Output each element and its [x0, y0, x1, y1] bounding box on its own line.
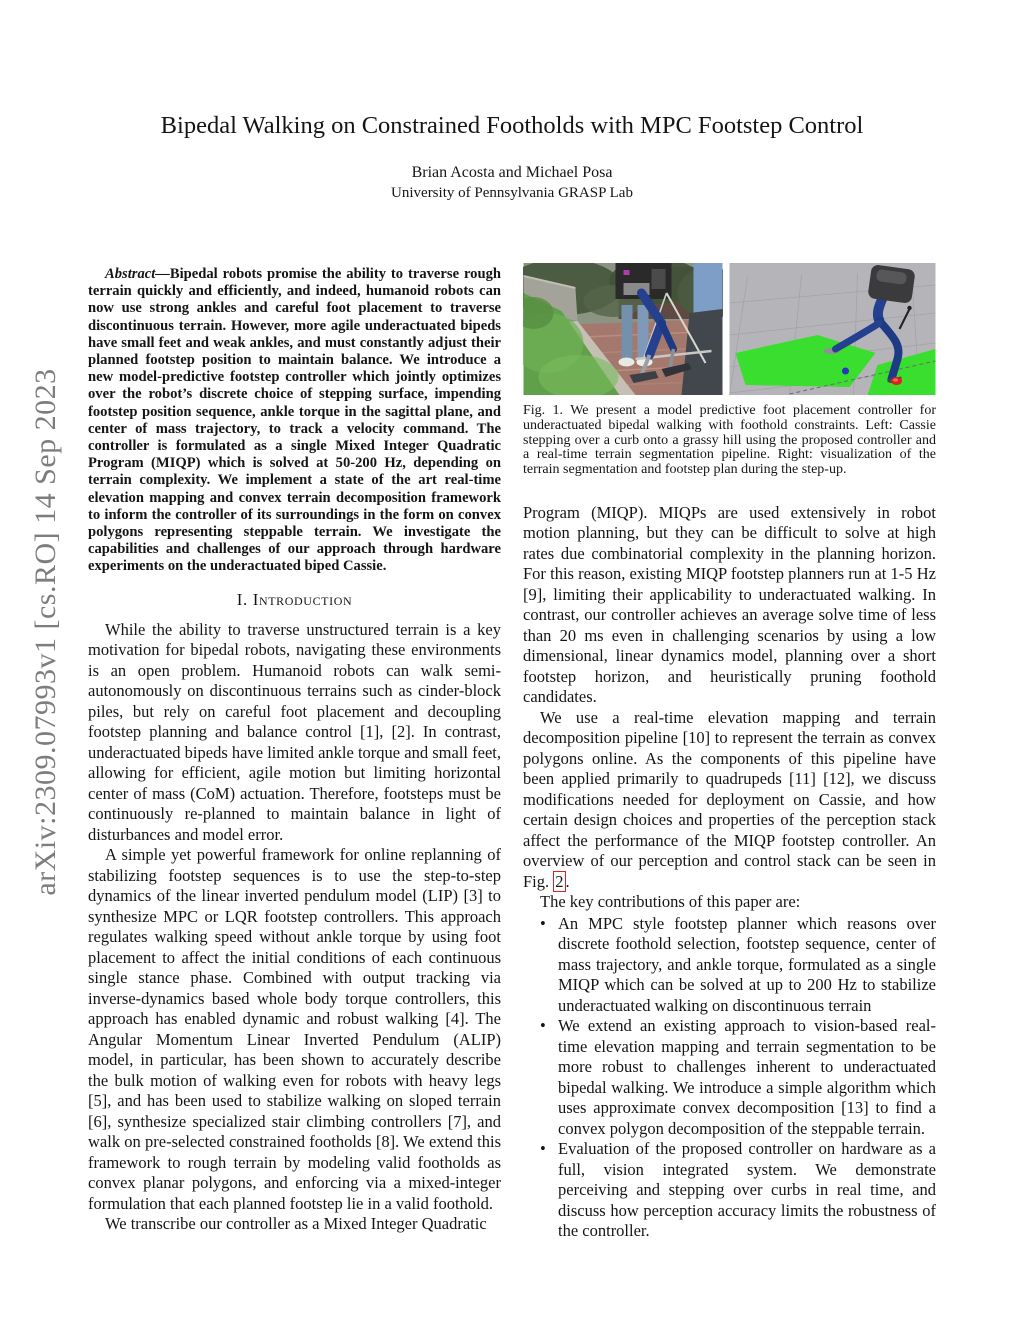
contribution-1-text: An MPC style footstep planner which reasons over discrete foothold selection, footstep sequence, center of mass trajectory, and ankle torque, formulated as a single MIQP which can be solved at up to 200 Hz to stabilize underactuated walking on discontinuous terrain: [558, 913, 936, 1015]
figure1-photo-panel: [523, 263, 723, 395]
perception-paragraph-text: We use a real-time elevation mapping and terrain decomposition pipeline [10] to represent the terrain as convex polygons online. As the components of this pipeline have been applied primarily to quadrupeds [11] [12], we discuss modifications needed for deployment on Cassie, and how certain design choices and properties of the perception stack affect the performance of the MIQP footstep controller. An overview of our perception and control stack can be seen in Fig.: [523, 707, 936, 891]
figure1-caption-text: We present a model predictive foot placement controller for underactuated bipedal walking with foothold constraints. Left: Cassie stepping over a curb onto a grassy hill using the proposed controller and a real-time terrain segmentation pipeline. Right: visualization of the terrain segmentation and footstep plan during the step-up.: [523, 403, 936, 478]
perception-paragraph: [523, 708, 936, 893]
bullet-icon: •: [540, 1016, 546, 1036]
left-column: [88, 266, 501, 1235]
right-column: [523, 263, 936, 1242]
list-item: [523, 1139, 936, 1242]
list-item: [523, 914, 936, 1017]
figure1-caption: [523, 404, 936, 478]
intro-paragraph-2: A simple yet powerful framework for online replanning of stabilizing footstep sequences is to use the step-to-step dynamics of the linear inverted pendulum model (LIP) [3] to synthesize MPC or LQR footstep controllers. This approach regulates walking speed without ankle torque by using foot placement to affect the initial conditions of each continuous single stance phase. Combined with output tracking via inverse-dynamics based whole body torque controllers, this approach has enabled dynamic and robust walking [4]. The Angular Momentum Linear Inverted Pendulum (ALIP) model, in particular, has been shown to accurately describe the bulk motion of walking even for robots with heavy legs [5], and has been used to stabilize walking on sloped terrain [6], synthesize specialized stair climbing controllers [7], and walk on pre-selected constrained footholds [8]. We extend this framework to rough terrain by modeling valid footholds as convex planar polygons, and enforcing via a mixed-integer formulation that each planned footstep lie in a valid foothold.: [88, 845, 501, 1213]
affiliation: University of Pennsylvania GRASP Lab: [391, 185, 633, 201]
arxiv-watermark: arXiv:2309.07993v1 [cs.RO] 14 Sep 2023: [29, 368, 62, 896]
figure2-link[interactable]: 2: [555, 871, 564, 891]
figure1-caption-label: Fig. 1.: [523, 403, 564, 418]
paper-title: Bipedal Walking on Constrained Footholds with MPC Footstep Control: [160, 112, 864, 139]
figure1-sim-panel: [729, 263, 936, 395]
list-item: [523, 1016, 936, 1139]
contribution-3-text: Evaluation of the proposed controller on hardware as a full, vision integrated system. We demonstrate perceiving and stepping over curbs in real time, and discuss how perception accuracy limits the robustness of the controller.: [558, 1139, 936, 1241]
perception-paragraph-end: .: [565, 871, 570, 891]
contributions-list: [523, 914, 936, 1242]
contribution-2-text: We extend an existing approach to vision-based real-time elevation mapping and terrain segmentation to be more robust to challenges inherent to underactuated bipedal walking. We introduce a simple algorithm which uses approximate convex decomposition [13] to find a convex polygon decomposition of the steppable terrain.: [558, 1016, 936, 1138]
figure1: [523, 263, 936, 395]
intro-paragraph-1: While the ability to traverse unstructured terrain is a key motivation for bipedal robots, navigating these environments is an open problem. Humanoid robots can walk semi-autonomously on discontinuous terrains such as cinder-block piles, but rely on careful foot placement and decoupling footstep planning and balance control [1], [2]. In contrast, underactuated bipeds have limited ankle torque and small feet, allowing for efficient, agile motion but limiting horizontal center of mass (CoM) actuation. Therefore, footsteps must be continuously re-planned to maintain balance in light of disturbances and model error.: [88, 619, 501, 844]
bullet-icon: •: [540, 1139, 546, 1159]
title-block: [0, 112, 1024, 202]
bullet-icon: •: [540, 913, 546, 933]
intro-paragraph-3-partial: We transcribe our controller as a Mixed Integer Quadratic: [105, 1214, 487, 1234]
contributions-lead: The key contributions of this paper are:: [540, 892, 801, 912]
section-heading-introduction: I. Introduction: [236, 589, 353, 609]
authors: Brian Acosta and Michael Posa: [411, 164, 613, 181]
abstract-label: Abstract—: [105, 266, 170, 282]
intro-paragraph-3-continued: Program (MIQP). MIQPs are used extensively in robot motion planning, but they can be difficult to solve at high rates due combinatorial complexity in the planning horizon. For this reason, existing MIQP footstep planners run at 1-5 Hz [9], limiting their applicability to underactuated walking. In contrast, our controller achieves an average solve time of less than 20 ms even in challenging scenarios by using a low dimensional, linear dynamics model, planning over a short footstep horizon, and heuristically pruning foothold candidates.: [523, 502, 936, 707]
abstract-text: Bipedal robots promise the ability to traverse rough terrain quickly and efficiently, and indeed, humanoid robots can now use strong ankles and careful foot placement to traverse discontinuous terrain. However, more agile underactuated bipeds have small feet and weak ankles, and must constantly adjust their planned footstep position to maintain balance. We introduce a new model-predictive footstep controller which jointly optimizes over the robot’s discrete choice of stepping surface, impending footstep position sequence, ankle torque in the sagittal plane, and center of mass trajectory, to track a velocity command. The controller is formulated as a single Mixed Integer Quadratic Program (MIQP) which is solved at 50-200 Hz, depending on terrain complexity. We implement a state of the art real-time elevation mapping and convex terrain decomposition framework to inform the controller of its surroundings in the form on convex polygons representing steppable terrain. We investigate the capabilities and challenges of our approach through hardware experiments on the underactuated biped Cassie.: [88, 266, 501, 575]
abstract-paragraph: [88, 266, 501, 576]
